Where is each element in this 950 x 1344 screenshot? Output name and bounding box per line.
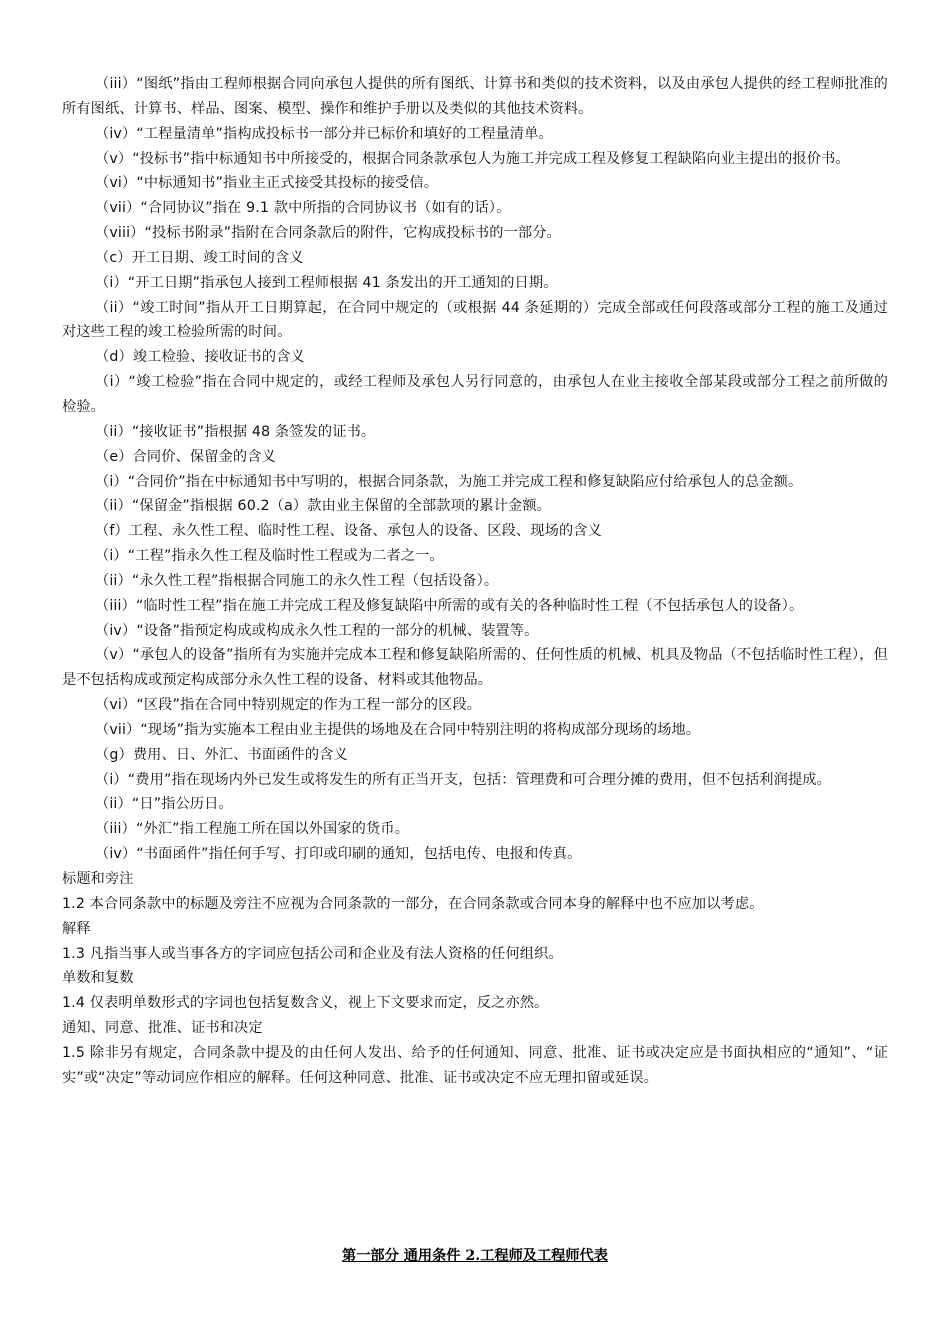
definition-paragraph: （i）“费用”指在现场内外已发生或将发生的所有正当开支，包括：管理费和可合理分摊的费用，但不包括利润提成。 (95, 771, 831, 788)
definition-paragraph: （v）“投标书”指中标通知书中所接受的，根据合同条款承包人为施工并完成工程及修复工程缺陷向业主提出的报价书。 (95, 150, 850, 167)
clause-paragraph: 通知、同意、批准、证书和决定 (62, 1020, 263, 1037)
definition-paragraph: （i）“开工日期”指承包人接到工程师根据 41 条发出的开工通知的日期。 (95, 274, 558, 291)
definition-paragraph: （c）开工日期、竣工时间的含义 (95, 249, 304, 266)
definition-paragraph: （viii）“投标书附录”指附在合同条款后的附件，它构成投标书的一部分。 (95, 225, 561, 242)
definition-paragraph: （iv）“工程量清单”指构成投标书一部分并已标价和填好的工程量清单。 (95, 125, 553, 142)
definition-paragraph: （f）工程、永久性工程、临时性工程、设备、承包人的设备、区段、现场的含义 (95, 523, 602, 540)
definition-paragraph: （e）合同价、保留金的含义 (95, 448, 276, 465)
clause-paragraph: 1.3 凡指当事人或当事各方的字词应包括公司和企业及有法人资格的任何组织。 (62, 945, 563, 962)
definition-paragraph: （vi）“中标通知书”指业主正式接受其投标的接受信。 (95, 175, 439, 192)
clause-paragraph: 1.5 除非另有规定，合同条款中提及的由任何人发出、给予的任何通知、同意、批准、证书或决定应是书面执相应的“通知”、“证实”或“决定”等动词应作相应的解释。任何这种同意、批准、证书或决定不应无理扣留或延误。 (62, 1044, 888, 1086)
section-heading: 第一部分 通用条件 2.工程师及工程师代表 (342, 1248, 608, 1264)
definition-paragraph: （iii）“临时性工程”指在施工并完成工程及修复缺陷中所需的或有关的各种临时性工程（不包括承包人的设备）。 (95, 597, 804, 614)
clause-paragraph: 1.4 仅表明单数形式的字词也包括复数含义，视上下文要求而定，反之亦然。 (62, 995, 549, 1012)
definition-paragraph: （ii）“接收证书”指根据 48 条签发的证书。 (95, 423, 376, 440)
definition-paragraph: （ii）“永久性工程”指根据合同施工的永久性工程（包括设备）。 (95, 572, 499, 589)
definition-paragraph: （ii）“保留金”指根据 60.2（a）款由业主保留的全部款项的累计金额。 (95, 498, 551, 515)
definition-paragraph: （vii）“现场”指为实施本工程由业主提供的场地及在合同中特别注明的将构成部分现场的场地。 (95, 721, 701, 738)
definition-paragraph: （g）费用、日、外汇、书面函件的含义 (95, 746, 348, 763)
definition-paragraph: （vii）“合同协议”指在 9.1 款中所指的合同协议书（如有的话）。 (95, 200, 511, 217)
definition-paragraph: （i）“合同价”指在中标通知书中写明的，根据合同条款，为施工并完成工程和修复缺陷应付给承包人的总金额。 (95, 473, 803, 490)
definition-paragraph: （ii）“竣工时间”指从开工日期算起，在合同中规定的（或根据 44 条延期的）完成全部或任何段落或部分工程的施工及通过对这些工程的竣工检验所需的时间。 (62, 299, 888, 341)
definition-paragraph: （v）“承包人的设备”指所有为实施并完成本工程和修复缺陷所需的、任何性质的机械、机具及物品（不包括临时性工程），但是不包括构成或预定构成部分永久性工程的设备、材料或其他物品。 (62, 647, 888, 689)
document-body (62, 72, 888, 1091)
clause-paragraph: 1.2 本合同条款中的标题及旁注不应视为合同条款的一部分，在合同条款或合同本身的解释中也不应加以考虑。 (62, 895, 764, 912)
clause-paragraph: 解释 (62, 920, 91, 937)
definition-paragraph: （iv）“书面函件”指任何手写、打印或印刷的通知，包括电传、电报和传真。 (95, 846, 582, 863)
definition-paragraph: （iii）“图纸”指由工程师根据合同向承包人提供的所有图纸、计算书和类似的技术资料，以及由承包人提供的经工程师批准的所有图纸、计算书、样品、图案、模型、操作和维护手册以及类似的其他技术资料。 (62, 76, 888, 117)
definition-paragraph: （i）“竣工检验”指在合同中规定的，或经工程师及承包人另行同意的，由承包人在业主接收全部某段或部分工程之前所做的检验。 (62, 374, 888, 415)
definition-paragraph: （iii）“外汇”指工程施工所在国以外国家的货币。 (95, 821, 410, 838)
definition-paragraph: （ii）“日”指公历日。 (95, 796, 233, 813)
definition-paragraph: （i）“工程”指永久性工程及临时性工程或为二者之一。 (95, 548, 444, 565)
definition-paragraph: （iv）“设备”指预定构成或构成永久性工程的一部分的机械、装置等。 (95, 622, 539, 639)
clause-paragraph: 单数和复数 (62, 970, 134, 987)
clause-paragraph: 标题和旁注 (62, 871, 134, 887)
definition-paragraph: （d）竣工检验、接收证书的含义 (95, 349, 305, 366)
definition-paragraph: （vi）“区段”指在合同中特别规定的作为工程一部分的区段。 (95, 697, 482, 714)
